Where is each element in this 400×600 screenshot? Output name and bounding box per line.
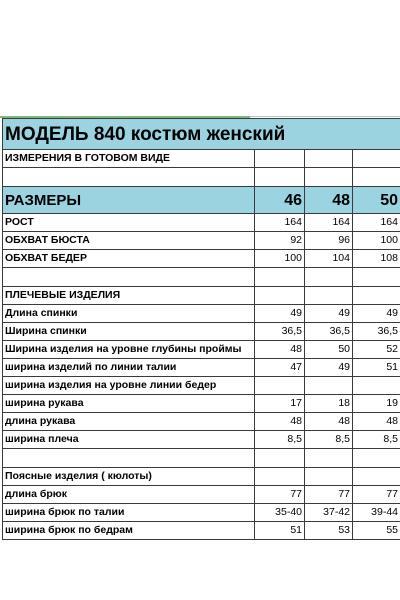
- table-row: [3, 413, 400, 431]
- value-cell: 51: [353, 359, 400, 377]
- value-cell: [255, 377, 305, 395]
- sizes-label: РАЗМЕРЫ: [3, 187, 255, 214]
- value-cell: 35-40: [255, 504, 305, 522]
- empty-cell: [353, 150, 400, 168]
- blank-row: [3, 168, 400, 187]
- empty-cell: [305, 150, 353, 168]
- row-label: Длина спинки: [3, 305, 255, 323]
- empty-cell: [3, 168, 255, 187]
- empty-cell: [305, 449, 353, 468]
- row-label: ОБХВАТ БЮСТА: [3, 232, 255, 250]
- blank-row: [3, 449, 400, 468]
- blank-row: [3, 268, 400, 287]
- table-row: [3, 323, 400, 341]
- value-cell: 52: [353, 341, 400, 359]
- shoulder-section-title: ПЛЕЧЕВЫЕ ИЗДЕЛИЯ: [3, 287, 255, 305]
- value-cell: 39-44: [353, 504, 400, 522]
- value-cell: 108: [353, 250, 400, 268]
- row-label: длина рукава: [3, 413, 255, 431]
- table-row: [3, 486, 400, 504]
- value-cell: 49: [255, 305, 305, 323]
- empty-cell: [353, 449, 400, 468]
- empty-cell: [3, 449, 255, 468]
- table-row: [3, 431, 400, 449]
- waist-section-title: Поясные изделия ( кюлоты): [3, 468, 255, 486]
- table-row: [3, 377, 400, 395]
- value-cell: 77: [353, 486, 400, 504]
- value-cell: 96: [305, 232, 353, 250]
- value-cell: 77: [305, 486, 353, 504]
- model-title: МОДЕЛЬ 840 костюм женский: [3, 119, 400, 150]
- row-label: ширина брюк по талии: [3, 504, 255, 522]
- row-label: ОБХВАТ БЕДЕР: [3, 250, 255, 268]
- row-label: ширина плеча: [3, 431, 255, 449]
- empty-cell: [255, 168, 305, 187]
- table-row: [3, 359, 400, 377]
- empty-cell: [353, 268, 400, 287]
- table-row: [3, 522, 400, 540]
- table-row: [3, 341, 400, 359]
- accent-line-grey: [250, 116, 400, 117]
- table-row: [3, 395, 400, 413]
- value-cell: 47: [255, 359, 305, 377]
- value-cell: 36,5: [353, 323, 400, 341]
- row-label: Ширина спинки: [3, 323, 255, 341]
- value-cell: [353, 377, 400, 395]
- empty-cell: [255, 449, 305, 468]
- row-label: ширина изделий по линии талии: [3, 359, 255, 377]
- size-46: 46: [255, 187, 305, 214]
- empty-cell: [3, 268, 255, 287]
- value-cell: 92: [255, 232, 305, 250]
- value-cell: 19: [353, 395, 400, 413]
- measurements-subtitle: ИЗМЕРЕНИЯ В ГОТОВОМ ВИДЕ: [3, 150, 255, 168]
- empty-cell: [305, 287, 353, 305]
- value-cell: 77: [255, 486, 305, 504]
- value-cell: 100: [353, 232, 400, 250]
- value-cell: 8,5: [255, 431, 305, 449]
- value-cell: 48: [353, 413, 400, 431]
- table-row: [3, 232, 400, 250]
- value-cell: 8,5: [305, 431, 353, 449]
- section-header-row: [3, 468, 400, 486]
- table-row: [3, 305, 400, 323]
- size-50: 50: [353, 187, 400, 214]
- empty-cell: [305, 168, 353, 187]
- sizes-header-row: [3, 187, 400, 214]
- value-cell: 55: [353, 522, 400, 540]
- value-cell: 36,5: [255, 323, 305, 341]
- title-row: [3, 119, 400, 150]
- value-cell: 8,5: [353, 431, 400, 449]
- empty-cell: [255, 150, 305, 168]
- value-cell: 37-42: [305, 504, 353, 522]
- value-cell: 100: [255, 250, 305, 268]
- empty-cell: [255, 287, 305, 305]
- value-cell: 51: [255, 522, 305, 540]
- table-row: [3, 250, 400, 268]
- value-cell: 49: [305, 305, 353, 323]
- value-cell: 48: [305, 413, 353, 431]
- row-label: Ширина изделия на уровне глубины проймы: [3, 341, 255, 359]
- value-cell: 53: [305, 522, 353, 540]
- table-row: [3, 214, 400, 232]
- empty-cell: [305, 468, 353, 486]
- subtitle-row: [3, 150, 400, 168]
- row-label: РОСТ: [3, 214, 255, 232]
- value-cell: [305, 377, 353, 395]
- value-cell: 164: [255, 214, 305, 232]
- section-header-row: [3, 287, 400, 305]
- value-cell: 49: [353, 305, 400, 323]
- size-chart-table: [2, 118, 400, 540]
- value-cell: 104: [305, 250, 353, 268]
- value-cell: 48: [255, 341, 305, 359]
- value-cell: 17: [255, 395, 305, 413]
- empty-cell: [305, 268, 353, 287]
- row-label: ширина брюк по бедрам: [3, 522, 255, 540]
- row-label: ширина рукава: [3, 395, 255, 413]
- empty-cell: [255, 468, 305, 486]
- row-label: длина брюк: [3, 486, 255, 504]
- row-label: ширина изделия на уровне линии бедер: [3, 377, 255, 395]
- empty-cell: [255, 268, 305, 287]
- value-cell: 164: [353, 214, 400, 232]
- size-48: 48: [305, 187, 353, 214]
- value-cell: 49: [305, 359, 353, 377]
- value-cell: 50: [305, 341, 353, 359]
- value-cell: 18: [305, 395, 353, 413]
- table-row: [3, 504, 400, 522]
- value-cell: 164: [305, 214, 353, 232]
- empty-cell: [353, 168, 400, 187]
- empty-cell: [353, 287, 400, 305]
- value-cell: 48: [255, 413, 305, 431]
- empty-cell: [353, 468, 400, 486]
- value-cell: 36,5: [305, 323, 353, 341]
